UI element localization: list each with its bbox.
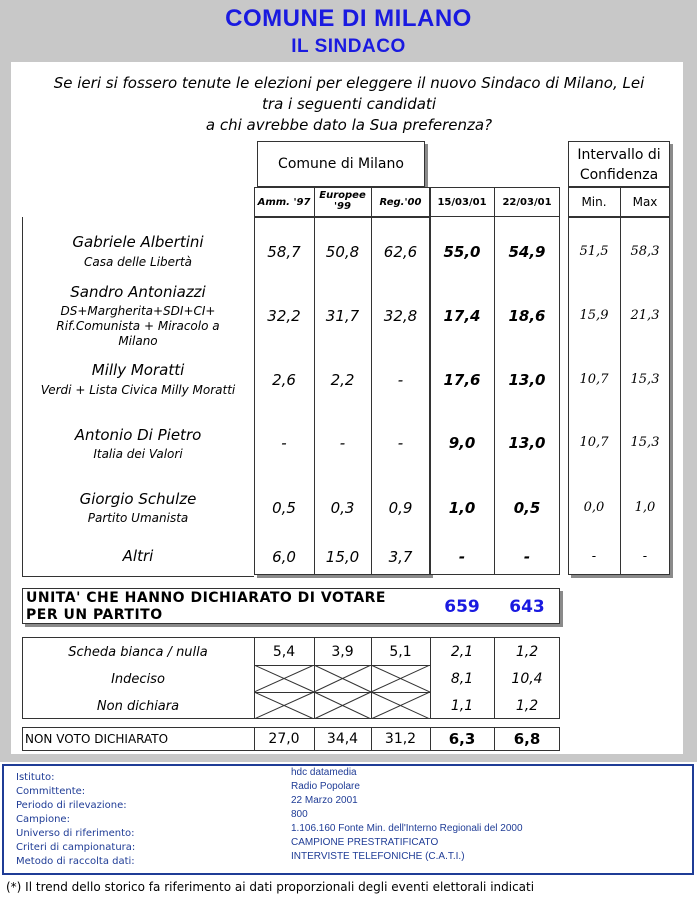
value-amm97: 32,2 <box>267 307 301 325</box>
value-reg00: 32,8 <box>383 307 418 325</box>
non-voto-label: NON VOTO DICHIARATO <box>25 732 169 746</box>
candidate-party: Rif.Comunista + Miracolo a <box>56 319 220 333</box>
value-date2: 10,4 <box>511 671 543 687</box>
value-min: 0,0 <box>583 500 605 515</box>
value-europee99: 3,9 <box>331 644 354 660</box>
candidate-party: Verdi + Lista Civica Milly Moratti <box>40 383 236 397</box>
value-europee99: 50,8 <box>325 243 360 261</box>
col-header-europee-line: Europee <box>319 190 366 201</box>
value-date2: 54,9 <box>508 243 546 261</box>
question-line: tra i seguenti candidati <box>262 95 436 113</box>
value-europee99: 0,3 <box>330 499 355 517</box>
survey-info-box <box>2 764 694 875</box>
col-header-date1: 15/03/01 <box>437 197 487 208</box>
info-label: Campione: <box>16 814 70 825</box>
candidate-name: Sandro Antoniazzi <box>70 283 206 301</box>
value-date2: 13,0 <box>508 371 546 389</box>
question-line: Se ieri si fossero tenute le elezioni per eleggere il nuovo Sindaco di Milano, Lei <box>53 74 645 92</box>
divider <box>314 217 315 575</box>
value-min: 10,7 <box>579 372 609 387</box>
col-header-europee-line: '99 <box>334 201 351 212</box>
col-header-reg00: Reg.'00 <box>379 197 422 208</box>
value-amm97: 5,4 <box>272 644 296 660</box>
survey-question <box>14 73 684 136</box>
candidate-name: Antonio Di Pietro <box>74 426 202 444</box>
value-date2: 1,2 <box>515 698 539 714</box>
value-date1: 55,0 <box>443 243 481 261</box>
value-reg00: 31,2 <box>384 731 417 747</box>
candidate-party: Milano <box>118 334 158 348</box>
question-line: a chi avrebbe dato la Sua preferenza? <box>205 116 493 134</box>
value-max: - <box>642 549 648 564</box>
not-applicable-hatch <box>254 665 430 719</box>
value-min: 15,9 <box>579 308 609 323</box>
candidate-party: Casa delle Libertà <box>83 255 193 269</box>
page-subtitle: IL SINDACO <box>291 36 406 57</box>
info-label: Istituto: <box>16 772 55 783</box>
value-max: 15,3 <box>630 435 660 450</box>
candidate-name: Milly Moratti <box>91 361 185 379</box>
info-value: 22 Marzo 2001 <box>291 795 358 806</box>
col-header-amm97: Amm. '97 <box>257 197 311 208</box>
interval-values-box <box>568 217 670 575</box>
value-date2: 13,0 <box>508 434 546 452</box>
value-date1: 8,1 <box>450 671 474 687</box>
header-comune-label: Comune di Milano <box>278 156 404 172</box>
value-min: 10,7 <box>579 435 609 450</box>
value-amm97: 2,6 <box>272 371 296 389</box>
value-reg00: 62,6 <box>383 243 418 261</box>
info-value: CAMPIONE PRESTRATIFICATO <box>291 837 439 848</box>
value-europee99: 15,0 <box>325 548 360 566</box>
value-europee99: 34,4 <box>326 731 359 747</box>
other-row-label: Scheda bianca / nulla <box>68 645 208 660</box>
value-amm97: 27,0 <box>268 731 300 747</box>
candidate-party: Italia dei Valori <box>93 447 183 461</box>
value-date1: 2,1 <box>450 644 474 660</box>
value-date1: 6,3 <box>448 730 476 748</box>
footnote: (*) Il trend dello storico fa riferimento ai dati proporzionali degli eventi elettorali indicati <box>6 880 535 894</box>
info-value: hdc datamedia <box>291 767 357 778</box>
historic-values-box <box>254 217 430 575</box>
info-label: Committente: <box>16 786 86 797</box>
candidate-party: Partito Umanista <box>87 511 189 525</box>
value-date2: 0,5 <box>513 499 541 517</box>
value-amm97: 58,7 <box>267 243 301 261</box>
unita-label-line: PER UN PARTITO <box>26 607 163 623</box>
unita-value-date2: 643 <box>509 597 545 617</box>
value-max: 15,3 <box>630 372 660 387</box>
value-date1: 1,1 <box>450 698 474 714</box>
value-amm97: - <box>281 434 287 452</box>
candidate-party: DS+Margherita+SDI+CI+ <box>60 304 216 318</box>
col-header-europee99 <box>314 190 371 212</box>
info-label: Criteri di campionatura: <box>16 842 136 853</box>
info-label: Universo di riferimento: <box>16 828 135 839</box>
poll-values-box <box>430 217 560 575</box>
info-value: 800 <box>291 809 308 820</box>
other-row-label: Indeciso <box>111 672 165 687</box>
value-amm97: 6,0 <box>272 548 296 566</box>
col-header-max: Max <box>632 195 658 209</box>
value-reg00: 5,1 <box>389 644 412 660</box>
value-date1: 17,6 <box>443 371 481 389</box>
value-min: 51,5 <box>579 244 609 259</box>
header-interval-line: Confidenza <box>579 167 659 183</box>
divider <box>371 217 372 575</box>
col-header-min: Min. <box>581 195 607 209</box>
value-amm97: 0,5 <box>272 499 296 517</box>
value-date1: - <box>458 548 466 566</box>
value-date1: 9,0 <box>448 434 476 452</box>
info-value: 1.106.160 Fonte Min. dell'Interno Regionali del 2000 <box>291 823 523 834</box>
divider <box>620 217 621 575</box>
info-label: Metodo di raccolta dati: <box>16 856 135 867</box>
value-date2: 18,6 <box>508 307 546 325</box>
info-value: INTERVISTE TELEFONICHE (C.A.T.I.) <box>291 851 465 862</box>
other-row-label: Non dichiara <box>96 699 180 714</box>
unita-label-line: UNITA' CHE HANNO DICHIARATO DI VOTARE <box>26 590 386 606</box>
candidate-name: Gabriele Albertini <box>72 233 204 251</box>
value-min: - <box>591 549 597 564</box>
value-reg00: 3,7 <box>388 548 413 566</box>
unita-value-date1: 659 <box>444 597 480 617</box>
page-title: COMUNE DI MILANO <box>225 5 472 32</box>
header-comune-di-milano <box>257 141 425 187</box>
value-reg00: 0,9 <box>388 499 413 517</box>
candidate-name: Giorgio Schulze <box>79 490 197 508</box>
value-max: 58,3 <box>630 244 660 259</box>
value-reg00: - <box>397 371 404 389</box>
value-europee99: - <box>339 434 346 452</box>
value-date2: 1,2 <box>515 644 539 660</box>
value-date1: 1,0 <box>448 499 476 517</box>
value-max: 1,0 <box>634 500 656 515</box>
value-date2: - <box>523 548 531 566</box>
info-value: Radio Popolare <box>291 781 360 792</box>
value-europee99: 2,2 <box>330 371 355 389</box>
info-label: Periodo di rilevazione: <box>16 800 127 811</box>
divider <box>494 217 495 575</box>
col-header-date2: 22/03/01 <box>502 197 552 208</box>
value-date2: 6,8 <box>513 730 541 748</box>
candidate-name: Altri <box>122 547 154 565</box>
value-europee99: 31,7 <box>325 307 360 325</box>
header-intervallo-confidenza <box>568 141 670 187</box>
value-date1: 17,4 <box>443 307 481 325</box>
value-reg00: - <box>397 434 404 452</box>
unita-label <box>26 590 386 624</box>
value-max: 21,3 <box>630 308 660 323</box>
header-interval-line: Intervallo di <box>577 147 661 163</box>
